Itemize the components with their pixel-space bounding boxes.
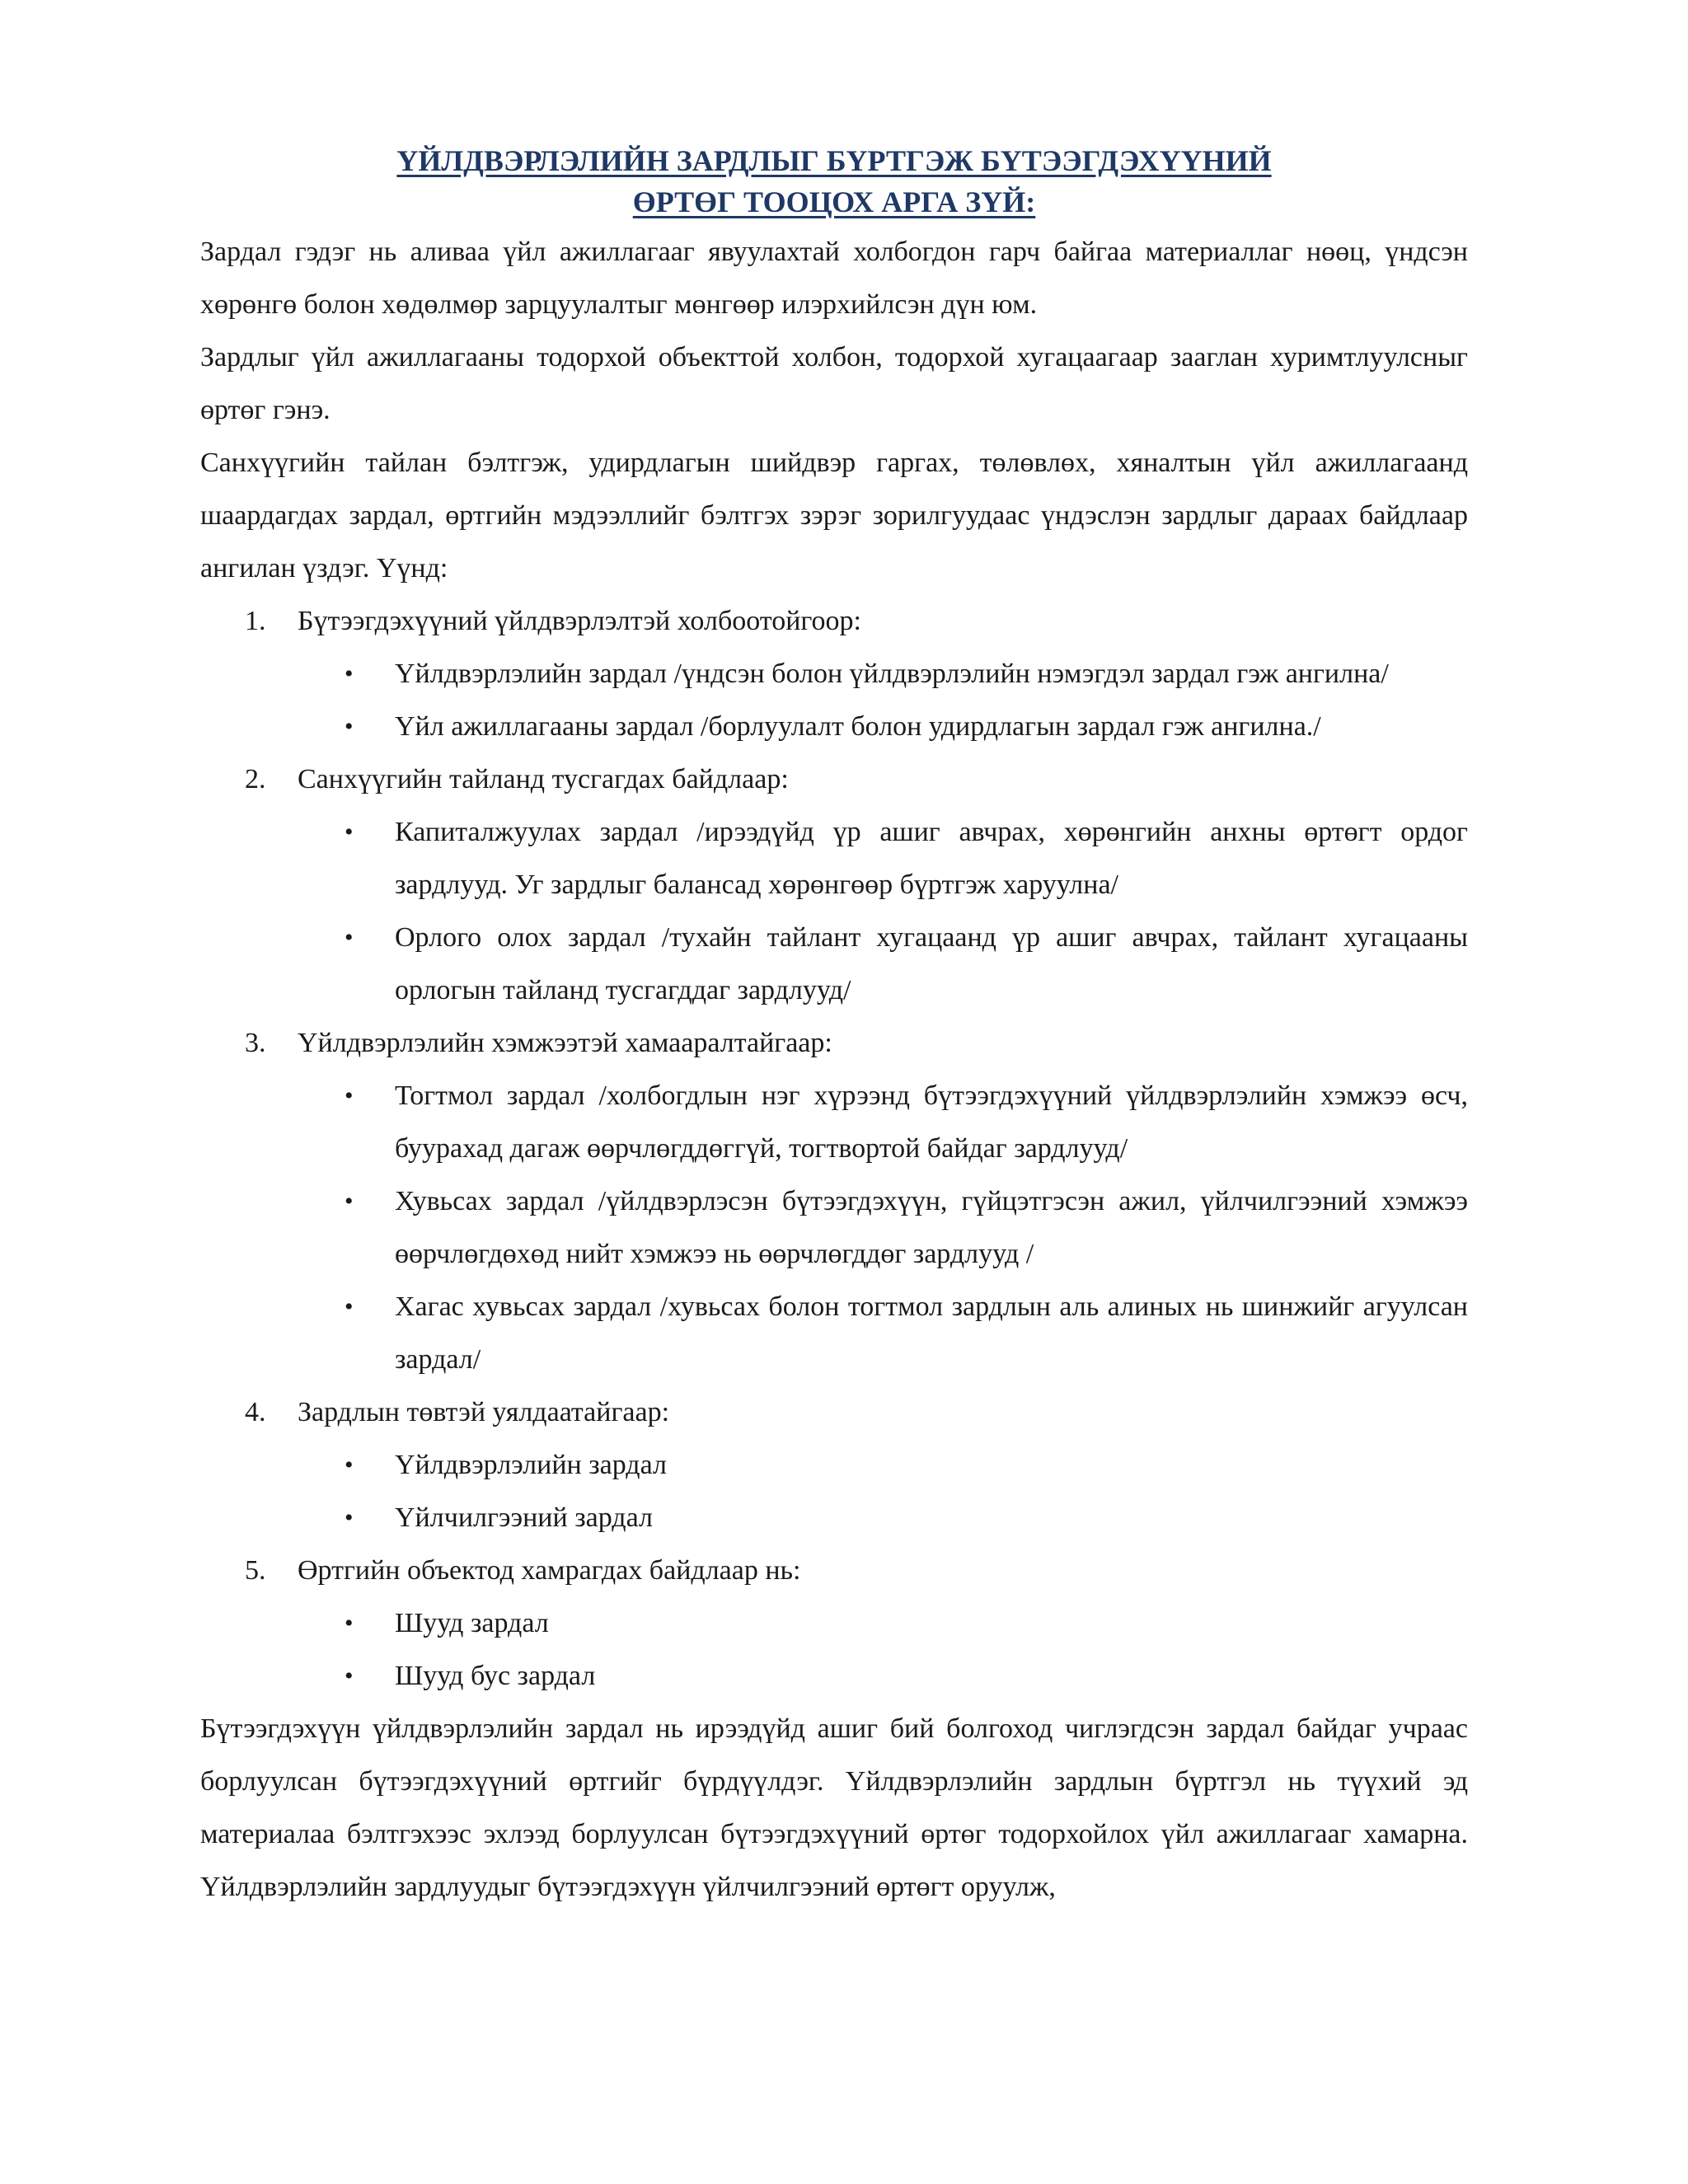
bullet-item: • Үйлчилгээний зардал [200,1492,1468,1544]
bullet-item: • Тогтмол зардал /холбогдлын нэг хүрээнд бүтээгдэхүүний үйлдвэрлэлийн хэмжээ өсч, буурахад дагаж өөрчлөгддөггүй, тогтвортой байдаг зардлууд/ [200,1070,1468,1175]
classification-list [200,595,1468,1703]
list-item-text: Өртгийн объектод хамрагдах байдлаар нь: [298,1555,801,1586]
list-item-5 [200,1544,1468,1703]
list-number: 2. [245,764,266,794]
bullet-icon: • [345,924,354,951]
bullet-icon: • [345,818,354,846]
bullet-icon: • [345,1188,354,1215]
bullet-list [298,1070,1468,1386]
bullet-item: • Орлого олох зардал /тухайн тайлант хугацаанд үр ашиг авчрах, тайлант хугацааны орлогын тайланд тусгагддаг зардлууд/ [200,912,1468,1017]
list-item-2 [200,753,1468,1017]
bullet-item: • Шууд зардал [200,1597,1468,1650]
bullet-item: • Үйл ажиллагааны зардал /борлуулалт болон удирдлагын зардал гэж ангилна./ [200,701,1468,753]
paragraph-definition-cost: Зардал гэдэг нь аливаа үйл ажиллагааг явуулахтай холбогдон гарч байгаа материаллаг нөөц, үндсэн хөрөнгө болон хөдөлмөр зарцуулалтыг мөнгөөр илэрхийлсэн дүн юм. [200,237,1468,320]
bullet-icon: • [345,713,354,740]
bullet-item: • Үйлдвэрлэлийн зардал /үндсэн болон үйлдвэрлэлийн нэмэгдэл зардал гэж ангилна/ [200,648,1468,701]
bullet-icon: • [345,660,354,687]
paragraph-classification-intro: Санхүүгийн тайлан бэлтгэж, удирдлагын шийдвэр гаргах, төлөвлөх, хяналтын үйл ажиллагаанд шаардагдах зардал, өртгийн мэдээллийг бэлтгэх зэрэг зорилгуудаас үндэслэн зардлыг дараах байдлаар ангилан үздэг. Үүнд: [200,448,1468,583]
bullet-icon: • [345,1610,354,1637]
bullet-icon: • [345,1082,354,1109]
list-item-3 [200,1017,1468,1386]
paragraph-definition-price: Зардлыг үйл ажиллагааны тодорхой объекттой холбон, тодорхой хугацаагаар зааглан хуримтлуулсныг өртөг гэнэ. [200,342,1468,425]
document-page [200,140,1468,1914]
list-number: 4. [245,1397,266,1427]
bullet-icon: • [345,1293,354,1320]
list-number: 5. [245,1555,266,1586]
bullet-icon: • [345,1662,354,1690]
list-item-1 [200,595,1468,753]
list-item-text: Бүтээгдэхүүний үйлдвэрлэлтэй холбоотойгоор: [298,606,861,636]
bullet-list [298,1439,1468,1544]
title-line-2: ӨРТӨГ ТООЦОХ АРГА ЗҮЙ: [632,185,1036,218]
bullet-list [298,806,1468,1017]
paragraph-production-cost: Бүтээгдэхүүн үйлдвэрлэлийн зардал нь ирээдүйд ашиг бий болгоход чиглэгдсэн зардал байдаг учраас борлуулсан бүтээгдэхүүний өртгийг бүрдүүлдэг. Үйлдвэрлэлийн зардлын бүртгэл нь түүхий эд материалаа бэлтгэхээс эхлээд борлуулсан бүтээгдэхүүний өртөг тодорхойлох үйл ажиллагааг хамарна. Үйлдвэрлэлийн зардлуудыг бүтээгдэхүүн үйлчилгээний өртөгт оруулж, [200,1713,1468,1902]
bullet-icon: • [345,1504,354,1531]
title-line-1: ҮЙЛДВЭРЛЭЛИЙН ЗАРДЛЫГ БҮРТГЭЖ БҮТЭЭГДЭХҮҮНИЙ [396,144,1272,177]
bullet-item: • Хагас хувьсах зардал /хувьсах болон тогтмол зардлын аль алиных нь шинжийг агуулсан зардал/ [200,1281,1468,1386]
list-item-text: Санхүүгийн тайланд тусгагдах байдлаар: [298,764,789,794]
bullet-list [298,648,1468,753]
bullet-item: • Үйлдвэрлэлийн зардал [200,1439,1468,1492]
list-item-4 [200,1386,1468,1544]
list-item-text: Зардлын төвтэй уялдаатайгаар: [298,1397,670,1427]
document-title [200,140,1468,223]
bullet-item: • Хувьсах зардал /үйлдвэрлэсэн бүтээгдэхүүн, гүйцэтгэсэн ажил, үйлчилгээний хэмжээ өөрчлөгдөхөд нийт хэмжээ нь өөрчлөгддөг зардлууд / [200,1175,1468,1281]
bullet-icon: • [345,1451,354,1479]
list-item-text: Үйлдвэрлэлийн хэмжээтэй хамааралтайгаар: [298,1028,832,1058]
list-number: 1. [245,606,266,636]
list-number: 3. [245,1028,266,1058]
bullet-list [298,1597,1468,1703]
bullet-item: • Шууд бус зардал [200,1650,1468,1703]
bullet-item: • Капиталжуулах зардал /ирээдүйд үр ашиг авчрах, хөрөнгийн анхны өртөгт ордог зардлууд. Уг зардлыг балансад хөрөнгөөр бүртгэж харуулна/ [200,806,1468,912]
